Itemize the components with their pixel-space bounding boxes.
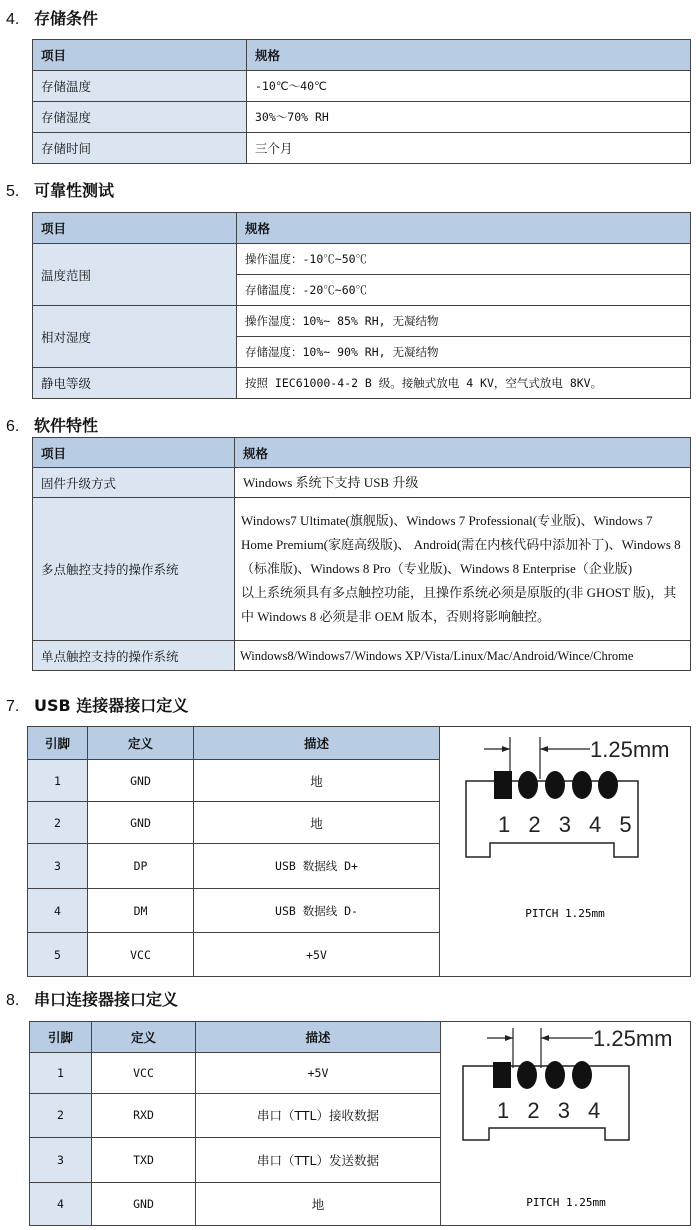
section-8-title: 8. 串口连接器接口定义 bbox=[6, 990, 179, 1009]
pitch-caption: PITCH 1.25mm bbox=[525, 907, 605, 920]
table-row: 1 VCC +5V bbox=[30, 1053, 691, 1094]
section-5-title: 5. 可靠性测试 bbox=[6, 181, 115, 200]
table-row: 存储时间 三个月 bbox=[33, 133, 691, 164]
multi-touch-os-list: Windows7 Ultimate(旗舰版)、Windows 7 Professional(专业版)、Windows 7 Home Premium(家庭高级版)、 Android(需在内核代码中添加补丁)、Windows 8（标准版)、Windows 8 Pro（专业版)、Windows 8 Enterprise（企业版) bbox=[241, 513, 681, 576]
table-row: 3 DP USB 数据线 D+ bbox=[28, 844, 691, 889]
table-header-row: 引脚 定义 描述 1.25mm 1 2 3 4 PITCH 1.25mm bbox=[30, 1022, 691, 1053]
table-row: 存储湿度：10%~ 90% RH, 无凝结物 bbox=[33, 337, 691, 368]
pitch-dimension-label: 1.25mm bbox=[593, 1026, 673, 1051]
pin-number-labels: 1 2 3 4 5 bbox=[498, 812, 638, 837]
table-row: 温度范围 操作温度：-10℃~50℃ bbox=[33, 244, 691, 275]
table-row: 3 TXD 串口（TTL）发送数据 bbox=[30, 1137, 691, 1182]
table-row: 1 GND 地 bbox=[28, 760, 691, 802]
storage-table bbox=[32, 39, 691, 164]
table-row: 单点触控支持的操作系统 Windows8/Windows7/Windows XP/Vista/Linux/Mac/Android/Wince/Chrome bbox=[33, 641, 691, 671]
table-row: 2 RXD 串口（TTL）接收数据 bbox=[30, 1094, 691, 1137]
table-row: 多点触控支持的操作系统 Windows7 Ultimate(旗舰版)、Windows 7 Professional(专业版)、Windows 7 Home Premium(家庭高级版)、 Android(需在内核代码中添加补丁)、Windows 8（标准版)、Windows 8 Pro（专业版)、Windows 8 Enterprise（企业版) 以上系统须具有多点触控功能，且操作系统必须是原版的(非 GHOST 版)，其中 Windows 8 必须是非 OEM 版本，否则将影响触控。 bbox=[33, 498, 691, 641]
usb-connector-svg bbox=[440, 727, 690, 971]
table-header-row: 项目 规格 bbox=[33, 40, 691, 71]
software-table bbox=[32, 437, 691, 671]
table-row: 存储湿度 30%～70% RH bbox=[33, 102, 691, 133]
table-row: 固件升级方式 Windows 系统下支持 USB 升级 bbox=[33, 468, 691, 498]
multi-touch-note: 以上系统须具有多点触控功能，且操作系统必须是原版的(非 GHOST 版)，其中 Windows 8 必须是非 OEM 版本，否则将影响触控。 bbox=[241, 585, 677, 624]
pitch-dimension-label: 1.25mm bbox=[590, 737, 670, 762]
serial-pin-table bbox=[29, 1021, 691, 1226]
section-6-title: 6. 软件特性 bbox=[6, 416, 99, 435]
section-4-title: 4. 存储条件 bbox=[6, 9, 99, 28]
table-row: 5 VCC +5V bbox=[28, 933, 691, 977]
table-header-row: 项目 规格 bbox=[33, 438, 691, 468]
pin-number-labels: 1 2 3 4 bbox=[497, 1098, 607, 1123]
usb-connector-diagram bbox=[440, 727, 691, 977]
reliability-table bbox=[32, 212, 691, 399]
table-row: 存储温度 -10℃～40℃ bbox=[33, 71, 691, 102]
table-row: 4 GND 地 bbox=[30, 1182, 691, 1225]
table-row: 存储温度：-20℃~60℃ bbox=[33, 275, 691, 306]
table-header-row: 项目 规格 bbox=[33, 213, 691, 244]
table-row: 2 GND 地 bbox=[28, 802, 691, 844]
section-7-title: 7. USB 连接器接口定义 bbox=[6, 696, 189, 715]
table-row: 4 DM USB 数据线 D- bbox=[28, 889, 691, 933]
pitch-caption: PITCH 1.25mm bbox=[526, 1196, 606, 1209]
table-row: 静电等级 按照 IEC61000-4-2 B 级。接触式放电 4 KV，空气式放电 8KV。 bbox=[33, 368, 691, 399]
usb-pin-table bbox=[27, 726, 691, 977]
table-header-row: 引脚 定义 描述 1.25mm 1 2 3 4 5 PITCH 1.25mm bbox=[28, 727, 691, 760]
serial-connector-svg bbox=[441, 1022, 691, 1222]
table-row: 相对湿度 操作湿度：10%~ 85% RH, 无凝结物 bbox=[33, 306, 691, 337]
serial-connector-diagram bbox=[441, 1022, 691, 1226]
